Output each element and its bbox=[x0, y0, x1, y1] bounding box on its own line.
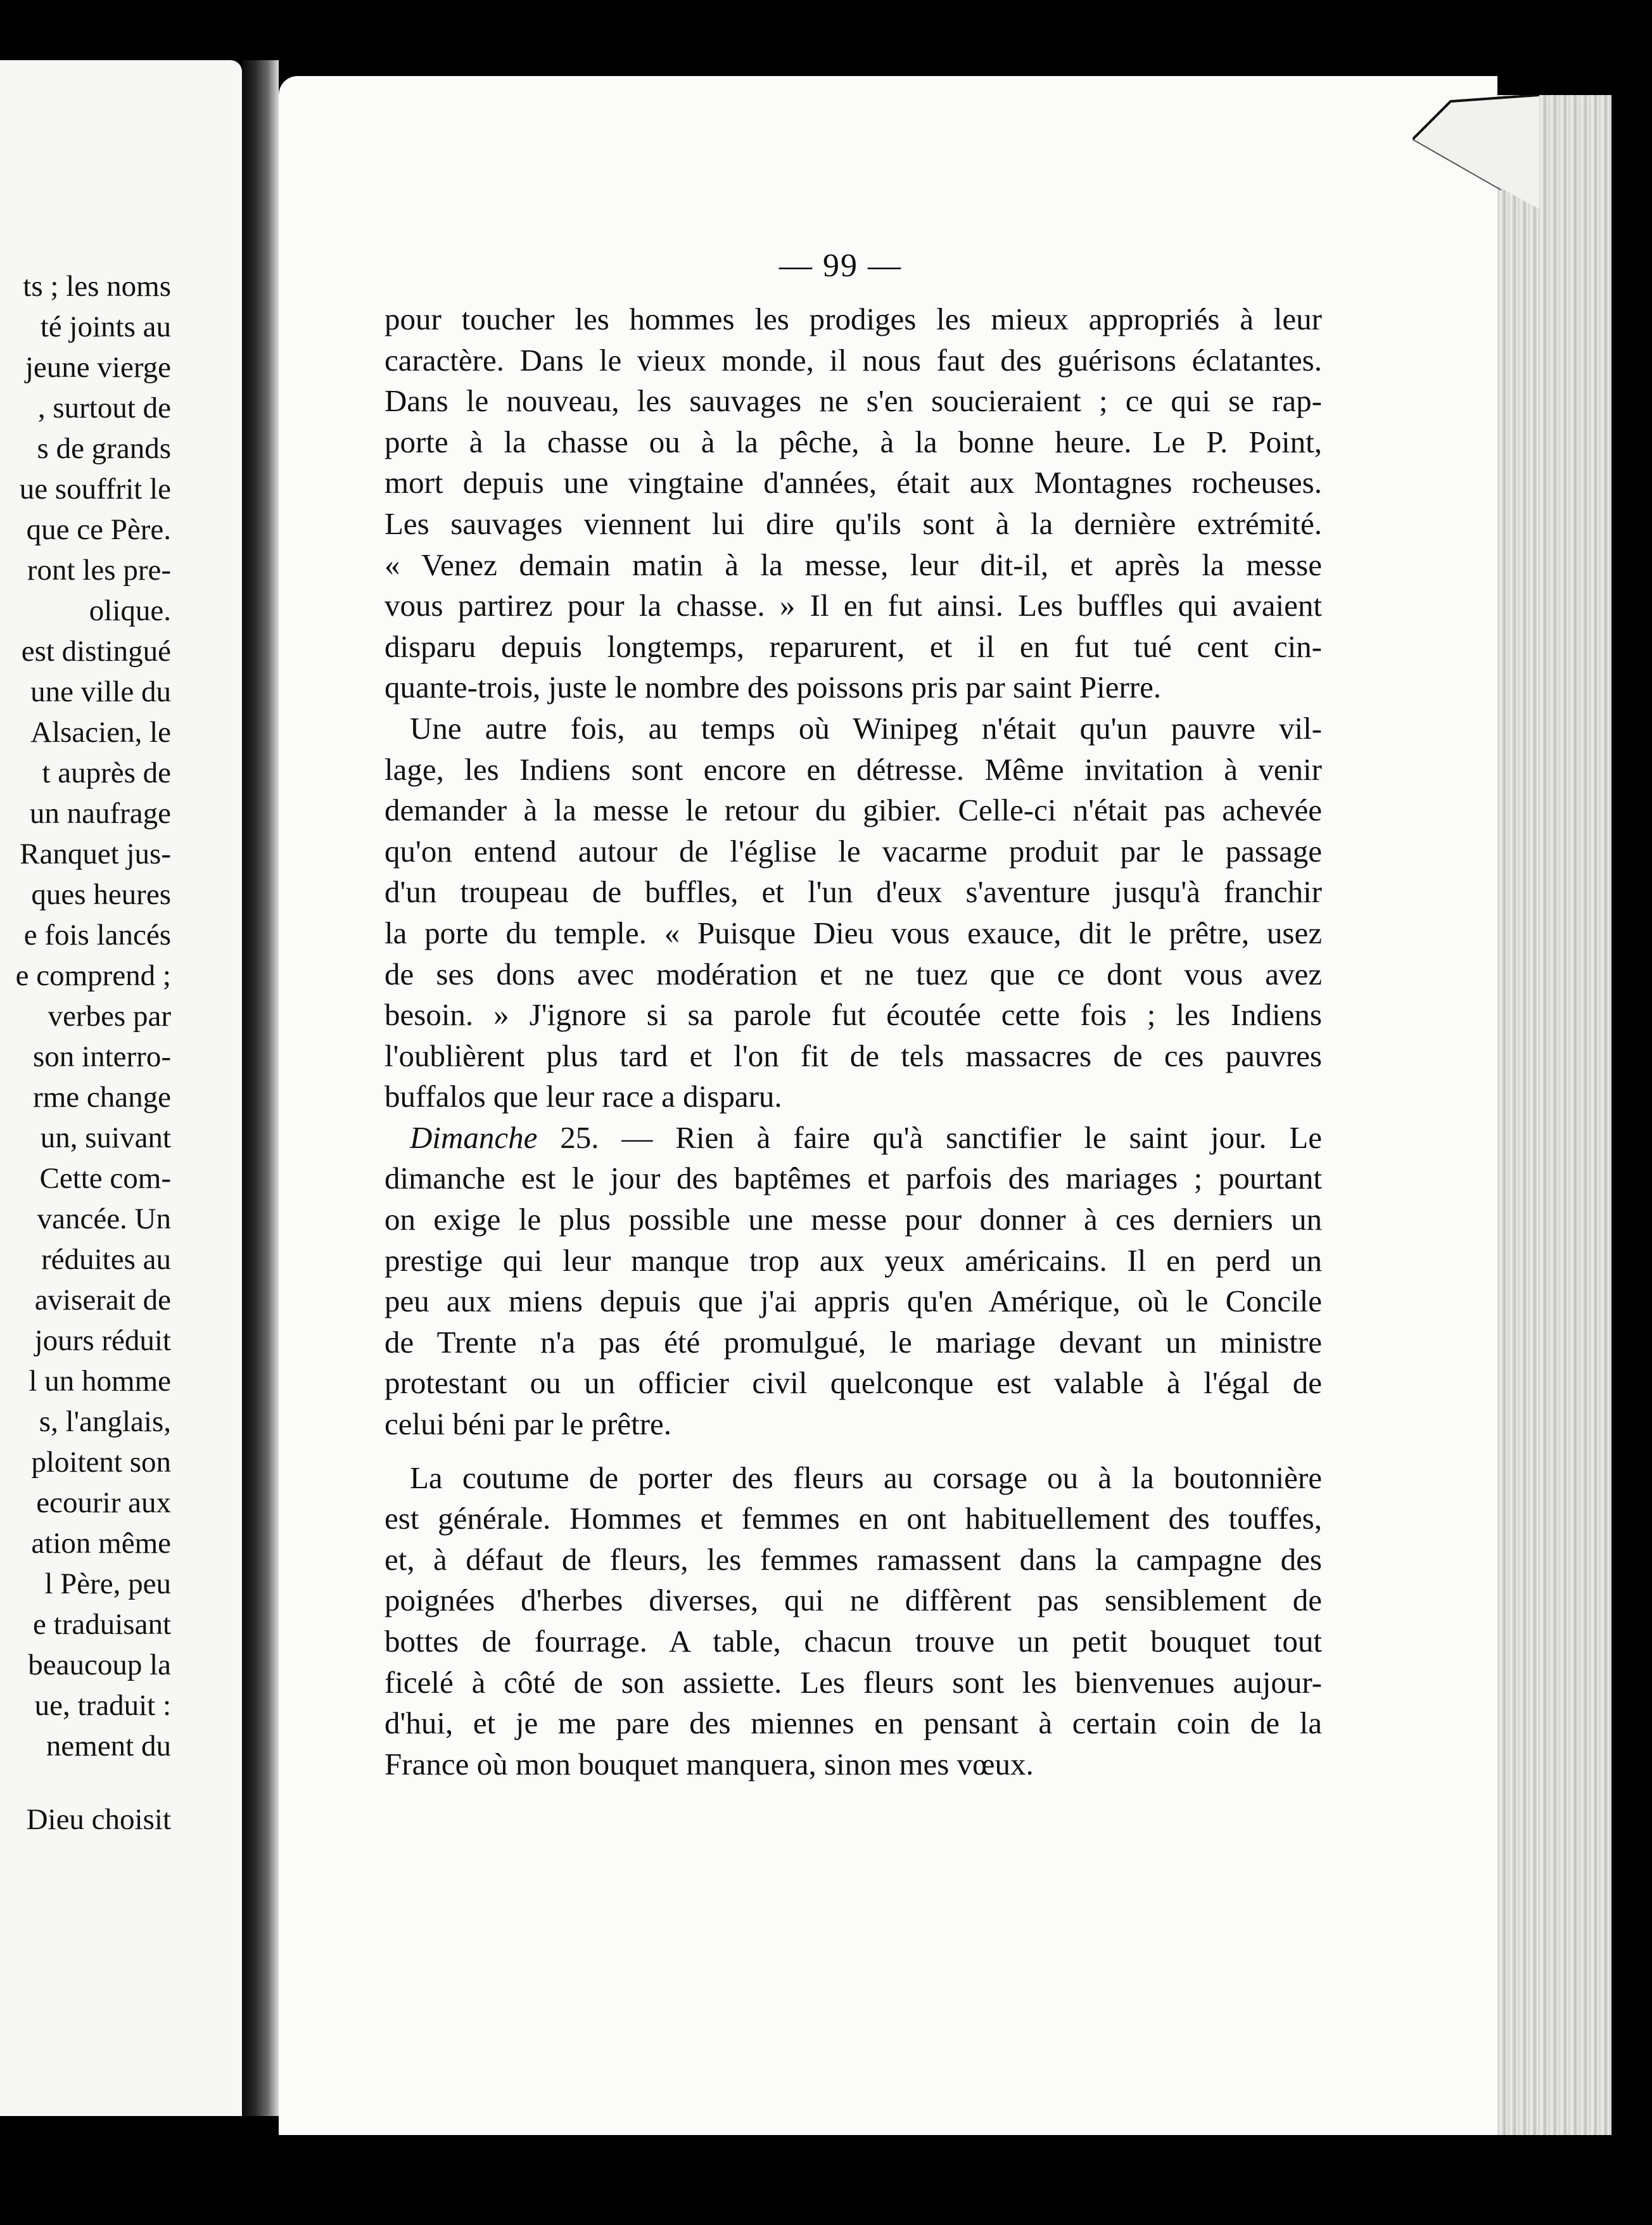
text-line: besoin. » J'ignore si sa parole fut écoutée cette fois ; les Indiens bbox=[384, 997, 1322, 1033]
text-line: l'oublièrent plus tard et l'on fit de tels massacres de ces pauvres bbox=[384, 1038, 1322, 1073]
text-line: quante-trois, juste le nombre des poissons pris par saint Pierre. bbox=[384, 670, 1162, 705]
left-page-line: l un homme bbox=[29, 1365, 171, 1398]
text-line: la porte du temple. « Puisque Dieu vous exauce, dit le prêtre, usez bbox=[384, 915, 1322, 950]
text-line: protestant ou un officier civil quelconque est valable à l'égal de bbox=[384, 1365, 1322, 1401]
text-line: on exige le plus possible une messe pour donner à ces derniers un bbox=[384, 1202, 1322, 1237]
text-line: est générale. Hommes et femmes en ont habituellement des touffes, bbox=[384, 1501, 1322, 1536]
paragraph-3 bbox=[384, 1118, 1322, 1445]
left-page-line: réduites au bbox=[41, 1243, 171, 1276]
left-page-line: un naufrage bbox=[29, 797, 171, 830]
left-page-line: l Père, peu bbox=[44, 1567, 171, 1600]
text-line: caractère. Dans le vieux monde, il nous faut des guérisons éclatantes. bbox=[384, 342, 1322, 378]
page-number: — 99 — bbox=[779, 248, 902, 284]
italic-date-lead: Dimanche bbox=[410, 1119, 538, 1155]
text-line: d'un troupeau de buffles, et l'un d'eux s'aventure jusqu'à franchir bbox=[384, 874, 1322, 910]
paragraph-4 bbox=[384, 1458, 1322, 1785]
left-page-line: une ville du bbox=[30, 675, 171, 708]
left-page-line: s de grands bbox=[37, 432, 171, 465]
text-line: peu aux miens depuis que j'ai appris qu'en Amérique, où le Concile bbox=[384, 1284, 1322, 1319]
text-line: « Venez demain matin à la messe, leur dit-il, et après la messe bbox=[384, 547, 1322, 582]
book-gutter bbox=[242, 60, 279, 2116]
text-line: Dans le nouveau, les sauvages ne s'en soucieraient ; ce qui se rap- bbox=[384, 383, 1322, 419]
left-page-line: nement du bbox=[46, 1730, 171, 1763]
left-page-line: ques heures bbox=[31, 878, 171, 911]
text-line: mort depuis une vingtaine d'années, était aux Montagnes rocheuses. bbox=[384, 465, 1322, 500]
text-line: buffalos que leur race a disparu. bbox=[384, 1079, 782, 1114]
left-page-line: , surtout de bbox=[37, 392, 171, 424]
left-page-line: que ce Père. bbox=[26, 513, 171, 546]
paragraph-1 bbox=[384, 299, 1322, 708]
left-page-line: beaucoup la bbox=[28, 1648, 171, 1681]
left-page-line: verbes par bbox=[48, 1000, 171, 1033]
text-line: disparu depuis longtemps, reparurent, et il en fut tué cent cin- bbox=[384, 628, 1322, 664]
page-stack-edge bbox=[1497, 95, 1611, 2135]
left-page-line: ts ; les noms bbox=[23, 270, 171, 303]
text-line bbox=[384, 1118, 1322, 1159]
left-page-line: ation même bbox=[31, 1527, 171, 1560]
left-page-line: Alsacien, le bbox=[30, 716, 171, 749]
left-page-line: ront les pre- bbox=[27, 554, 171, 587]
text-line: France où mon bouquet manquera, sinon mes vœux. bbox=[384, 1746, 1034, 1782]
left-page-line: est distingué bbox=[21, 635, 171, 668]
paragraph-2 bbox=[384, 708, 1322, 1118]
text-line: qu'on entend autour de l'église le vacarme produit par le passage bbox=[384, 833, 1322, 869]
text-line: porte à la chasse ou à la pêche, à la bonne heure. Le P. Point, bbox=[384, 424, 1322, 459]
text-line: d'hui, et je me pare des miennes en pensant à certain coin de la bbox=[384, 1705, 1322, 1741]
text-line: La coutume de porter des fleurs au corsage ou à la boutonnière bbox=[410, 1460, 1322, 1495]
text-line: de Trente n'a pas été promulgué, le mariage devant un ministre bbox=[384, 1324, 1322, 1360]
corner-fold bbox=[1413, 95, 1539, 209]
text-line: de ses dons avec modération et ne tuez que ce dont vous avez bbox=[384, 956, 1322, 991]
text-line: ficelé à côté de son assiette. Les fleurs sont les bienvenues aujour- bbox=[384, 1664, 1322, 1700]
text-line: poignées d'herbes diverses, qui ne diffèrent pas sensiblement de bbox=[384, 1583, 1322, 1618]
text-line: vous partirez pour la chasse. » Il en fut ainsi. Les buffles qui avaient bbox=[384, 588, 1322, 623]
left-page-line: ploitent son bbox=[31, 1446, 171, 1479]
left-page-line: té joints au bbox=[40, 310, 171, 343]
left-page-line: olique. bbox=[89, 594, 171, 627]
text-line: dimanche est le jour des baptêmes et parfois des mariages ; pourtant bbox=[384, 1161, 1322, 1196]
text-line: demander à la messe le retour du gibier. Celle-ci n'était pas achevée bbox=[384, 793, 1322, 828]
text-line: celui béni par le prêtre. bbox=[384, 1406, 672, 1442]
left-page-line: t auprès de bbox=[42, 756, 171, 789]
left-page-line: s, l'anglais, bbox=[39, 1405, 171, 1438]
left-page-line: ecourir aux bbox=[36, 1486, 171, 1519]
left-page-line: ue souffrit le bbox=[19, 473, 171, 506]
text-line: prestige qui leur manque trop aux yeux américains. Il en perd un bbox=[384, 1242, 1322, 1278]
left-page-line: un, suivant bbox=[40, 1121, 171, 1154]
left-page-line: jeune vierge bbox=[25, 351, 171, 384]
left-facing-page bbox=[0, 60, 242, 2116]
left-page-line: e traduisant bbox=[33, 1608, 171, 1641]
left-page-line: Ranquet jus- bbox=[20, 838, 171, 870]
left-page-line: aviserait de bbox=[34, 1284, 171, 1317]
left-page-line: jours réduit bbox=[34, 1324, 171, 1357]
page-body bbox=[384, 299, 1322, 1785]
left-page-line: vancée. Un bbox=[37, 1202, 171, 1235]
left-page-line: Cette com- bbox=[39, 1162, 171, 1195]
left-page-line: Dieu choisit bbox=[26, 1803, 171, 1836]
text-line: et, à défaut de fleurs, les femmes ramassent dans la campagne des bbox=[384, 1541, 1322, 1577]
text-line: lage, les Indiens sont encore en détresse. Même invitation à venir bbox=[384, 751, 1322, 787]
left-page-line: rme change bbox=[33, 1081, 171, 1114]
left-page-line: e comprend ; bbox=[15, 959, 171, 992]
text-line: Les sauvages viennent lui dire qu'ils sont à la dernière extrémité. bbox=[384, 506, 1322, 541]
left-page-text bbox=[0, 266, 171, 1840]
left-page-line: e fois lancés bbox=[23, 919, 171, 952]
text-line-rest: 25. — Rien à faire qu'à sanctifier le saint jour. Le bbox=[537, 1119, 1322, 1155]
text-line: Une autre fois, au temps où Winipeg n'était qu'un pauvre vil- bbox=[410, 710, 1322, 746]
text-line: bottes de fourrage. A table, chacun trouve un petit bouquet tout bbox=[384, 1624, 1322, 1659]
text-line: pour toucher les hommes les prodiges les mieux appropriés à leur bbox=[384, 302, 1322, 336]
left-page-line: ue, traduit : bbox=[34, 1689, 171, 1722]
left-page-line: son interro- bbox=[33, 1040, 171, 1073]
